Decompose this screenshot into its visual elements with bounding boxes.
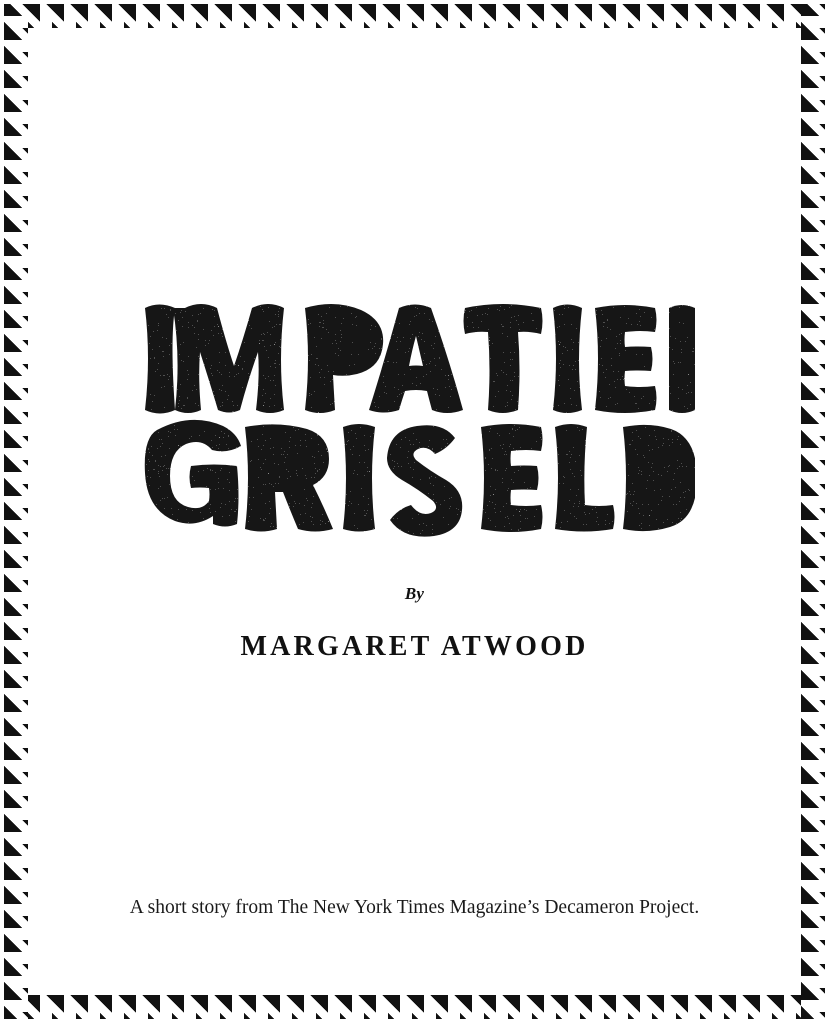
blurb-text: A short story from The New York Times Magazine’s Decameron Project. (129, 897, 700, 918)
byline-prefix: By (404, 584, 425, 603)
title-artwork (135, 290, 695, 540)
checkerboard-border-bottom (4, 995, 825, 1019)
author-name: MARGARET ATWOOD (240, 631, 589, 662)
checkerboard-border-top (4, 4, 825, 28)
title-block (125, 290, 705, 540)
checkerboard-border-right (801, 4, 825, 1019)
cover-content (34, 34, 795, 989)
checkerboard-border-left (4, 4, 28, 1019)
